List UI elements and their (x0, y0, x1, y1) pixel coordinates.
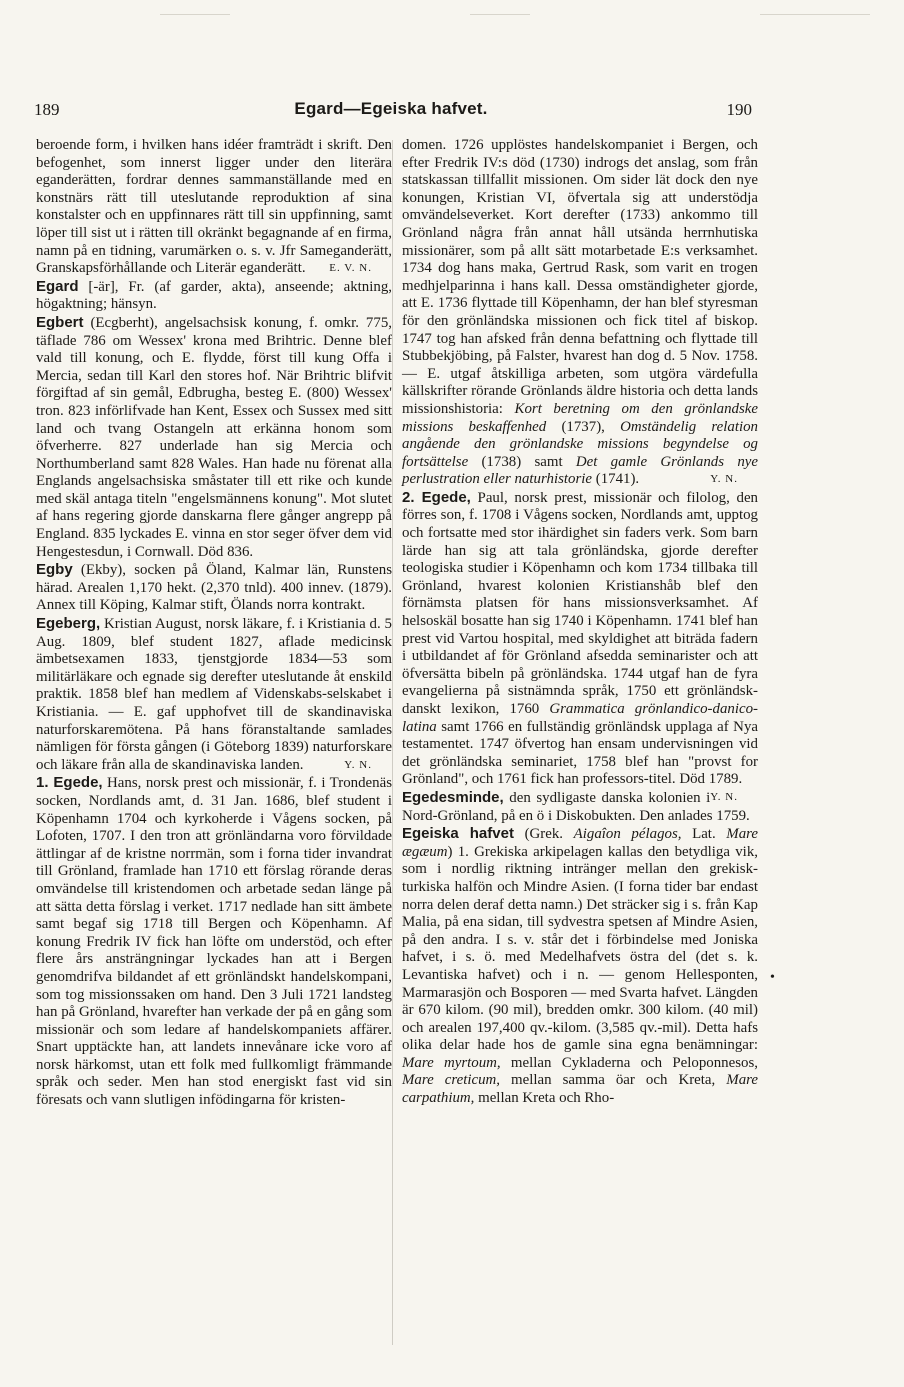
scan-artifact (160, 14, 230, 15)
entry-egeiska-hafvet (402, 825, 758, 1108)
entry-egbert (36, 314, 392, 561)
entry-text: beroende form, i hvilken hans idéer framträdt i skrift. Den befogenhet, som innerst ligger under den literära eganderätten, fordrar dennes sammanställande med en konstnärs rätt till uteslutande reproduktion af sina konstalster och en uppfinnares rätt till sin uppfinning, samt löper till sist ut i rätten till okränkt begagnande af en firma, namn på en tidning, varumärken o. s. v. Jfr Sameganderätt, Granskapsförhållande och Literär eganderätt. (36, 137, 392, 277)
work-title: Det gamle Grönlands nye perlustration eller naturhistorie (402, 453, 758, 488)
entry-text: (Ekby), socken på Öland, Kalmar län, Runstens härad. Arealen 1,170 hekt. (2,370 tnld). 400 innev. (1879). Annex till Köping, Kalmar stift, Ölands norra kontrakt. (36, 562, 392, 614)
headword: Egeiska hafvet (402, 825, 514, 843)
entry-text: Lat. (681, 826, 727, 843)
scan-artifact (470, 14, 530, 15)
right-column (402, 137, 758, 1108)
scan-artifact (760, 14, 870, 15)
headword: 1. Egede, (36, 774, 103, 792)
author-signature: Y. N. (710, 473, 738, 486)
greek-name: Aigaîon pélagos, (573, 826, 682, 843)
author-signature: Y. N. (344, 758, 372, 771)
headword: Egby (36, 561, 73, 579)
page-number-right: 190 (726, 100, 752, 119)
entry-text: den sydligaste danska kolonien i Nord-Grönland, på en ö i Diskobukten. Den anlades 1759. (402, 789, 750, 824)
entry-text: mellan Kreta och Rho- (474, 1090, 615, 1107)
sea-name: Mare creticum, (402, 1072, 501, 1089)
entry-text: mellan samma öar och Kreta, (500, 1072, 727, 1089)
margin-bullet-icon: • (770, 970, 775, 985)
headword: Egard (36, 277, 79, 295)
entry-egedesminde (402, 789, 758, 825)
latin-name: Mare ægæum (402, 826, 758, 860)
entry-text: Paul, norsk prest, missionär och filolog, den förres son, f. 1708 i Vågens socken, Nordlands amt, upptog och fortsatte med stor ihärdighet sin faders verk. Som barn lärde han sig att tala grönländska, gjorde derefter teologiska studier i Köpenhamn och kom 1734 tillbaka till Grönland, hvarest kolonien Kristianshåb blef den förnämsta platsen för hans missionsverksamhet. Af helsoskäl bosatte han sig 1740 i Köpenhamn. 1741 blef han prest vid Vartou hospital, med skyldighet att biträda fadern i utbildandet af för Grönland afsedda seminarister och att öfversätta bibeln på grönländska. 1744 utgaf han de fyra evangelierna på sistnämnda språk, 1750 ett grönländsk-danskt lexikon, 1760 (402, 489, 758, 717)
entry-text: Hans, norsk prest och missionär, f. i Trondenäs socken, Nordlands amt, d. 31 Jan. 1686, blef student i Köpenhamn 1704 och kyrkoherde i Vågens socken, på Lofoten, 1707. I den tron att grönländarna voro förvildade ättlingar af de kristne norrmän, som i forna tider invandrat till Grönland, framlade han 1710 ett förslag rörande deras omvändelse till kristendomen och arbetade sedan länge på att sätta detta förslag i verket. 1717 nedlade han sitt ämbete samt begaf sig 1718 till Bergen och Köpenhamn. Af konung Fredrik IV fick han löfte om understöd, och efter flere års ansträngningar lyckades han att i Bergen genomdrifva bildandet af ett grönländskt handelskompani, som tog missionssaken om hand. Den 3 Juli 1721 landsteg han på Grönland, hvarefter han verkade der på en gång som missionär och som ledare af handelskompaniets affärer. Snart upptäckte han, att landets innevånare icke voro af norsk härkomst, utan ett folk med fullkomligt främmande språk och seder. Men han stod energiskt fast vid sin föresats och vann slutligen infödingarna för kristen- (36, 775, 393, 1109)
entry-egede-hans (36, 774, 392, 1109)
column-divider (392, 140, 393, 1345)
author-signature: E. V. N. (329, 262, 372, 275)
running-title: Egard—Egeiska hafvet. (294, 99, 488, 118)
entry-text: samt 1766 en fullständig grönländsk upplaga af Nya testamentet. 1747 öfvertog han ensam undervisningen vid det grönländska seminariet, 1758 blef han "provst for Grönland", och 1761 fick han professors-titel. Död 1789. (402, 718, 758, 788)
left-column (36, 137, 392, 1110)
entry-text: (1738) samt (468, 453, 576, 470)
entry-text: (Grek. (513, 826, 574, 843)
entry-text: (1741). (592, 471, 640, 488)
page-number-left: 189 (34, 100, 60, 119)
work-title: Kort beretning om den grönlandske missions beskaffenhed (402, 400, 759, 435)
entry-egby (36, 561, 392, 615)
entry-continuation (36, 137, 392, 278)
entry-egeberg (36, 615, 392, 774)
page-header (30, 100, 752, 126)
entry-text: (1737), (546, 418, 621, 435)
entry-text: mellan Cykladerna och Peloponnesos, (500, 1054, 758, 1071)
entry-text: ) 1. Grekiska arkipelagen kallas den betydliga vik, som i nordlig riktning intränger mellan den grekisk-turkiska halfön och Mindre Asien. (I forna tider bar endast norra delen deraf detta namn.) Det sträcker sig i s. från Kap Malia, på ena sidan, till sydvestra spetsen af Mindre Asien, på den andra. I s. v. står det i förbindelse med Joniska hafvet, i s. ö. med Medelhafvets östra del (det s. k. Levantiska hafvet) och i n. — genom Hellesponten, Marmarasjön och Bosporen — med Svarta hafvet. Längden är 670 kilom. (90 mil), bredden omkr. 300 kilom. (40 mil) och arealen 197,400 qv.-kilom. (3,585 qv.-mil). Detta hafs olika delar hade hos de gamle sina egna benämningar: (402, 843, 758, 1054)
headword: Egeberg, (36, 615, 101, 633)
author-signature: Y. N. (710, 790, 738, 803)
entry-text: [-är], Fr. (af garder, akta), anseende; aktning, högaktning; hänsyn. (36, 278, 392, 313)
headword: 2. Egede, (402, 488, 471, 506)
headword: Egedesminde, (402, 788, 504, 806)
entry-text: Kristian August, norsk läkare, f. i Kristiania d. 5 Aug. 1809, blef student 1827, aflade medicinsk ämbetsexamen 1833, tjenstgjorde 1834—53 som militärläkare och egnade sig derefter uteslutande åt enskild praktik. 1858 blef han medlem af Videnskabs-selskabet i Kristiania. — E. gaf upphofvet till de skandinaviska naturforskaremötena. På hans föranstaltande samlades nämligen för första gången (i Göteborg 1839) naturforskare och läkare från alla de skandinaviska landen. (36, 616, 392, 773)
work-title: Omständelig relation angående den grönlandske missions begyndelse og fortsättelse (402, 418, 758, 470)
work-title: Grammatica grönlandico-danico-latina (402, 701, 758, 735)
sea-name: Mare myrtoum, (402, 1054, 501, 1071)
entry-egede-hans-cont (402, 137, 758, 489)
sea-name: Mare carpathium, (402, 1072, 758, 1107)
entry-text: domen. 1726 upplöstes handelskompaniet i Bergen, och efter Fredrik IV:s död (1730) indrogs det anslag, som från statskassan tillfallit missionen. Om sider lät dock den nye konungen, Kristian VI, öfvertala sig att understödja omvändelseverket. Kort derefter (1733) ankommo till Grönland några från annat håll utsända herrnhutiska missionärer, som på allt sätt motarbetade E:s verksamhet. 1734 dog hans maka, Gertrud Rask, som varit en trogen medhjelparinna i hans kall. Dessa omständigheter gjorde, att E. 1736 flyttade till Köpenhamn, der han blef styresman för den grönländska missionen och fick titel af biskop. 1747 tog han afsked från denna befattning och flyttade till Stubbekjöbing, på Falster, hvarest han dog d. 5 Nov. 1758. — E. utgaf åtskilliga arbeten, som utgöra värdefulla källskrifter rörande Grönlands äldre historia och detta lands missionshistoria: (402, 137, 758, 417)
entry-egard (36, 278, 392, 314)
headword: Egbert (36, 313, 84, 331)
entry-text: (Ecgberht), angelsachsisk konung, f. omkr. 775, täflade 786 om Wessex' krona med Brihtric. Denne blef vald till konung, och E. flydde, först till kung Offa i Mercia, sedan till Karl den stores hof. När Brihtric blifvit förgiftad af sin gemål, Edbrugha, besteg E. (800) Wessex' tron. 823 införlifvade han Kent, Essex och Sussex med sitt land och tvang Ostangeln att erkänna honom som öfverherre. 827 underlade han sig Mercia och Northumberland samt 828 Wales. Han hade nu förenat alla Englands angelsachsiska småstater till ett rike och kunde med skäl antaga titeln "engelsmännens konung". Mot slutet af hans regering gjorde danskarna flere gånger angrepp på England. 835 lyckades E. vinna en stor seger öfver dem vid Hengestesdun, i Cornwall. Död 836. (36, 314, 392, 560)
